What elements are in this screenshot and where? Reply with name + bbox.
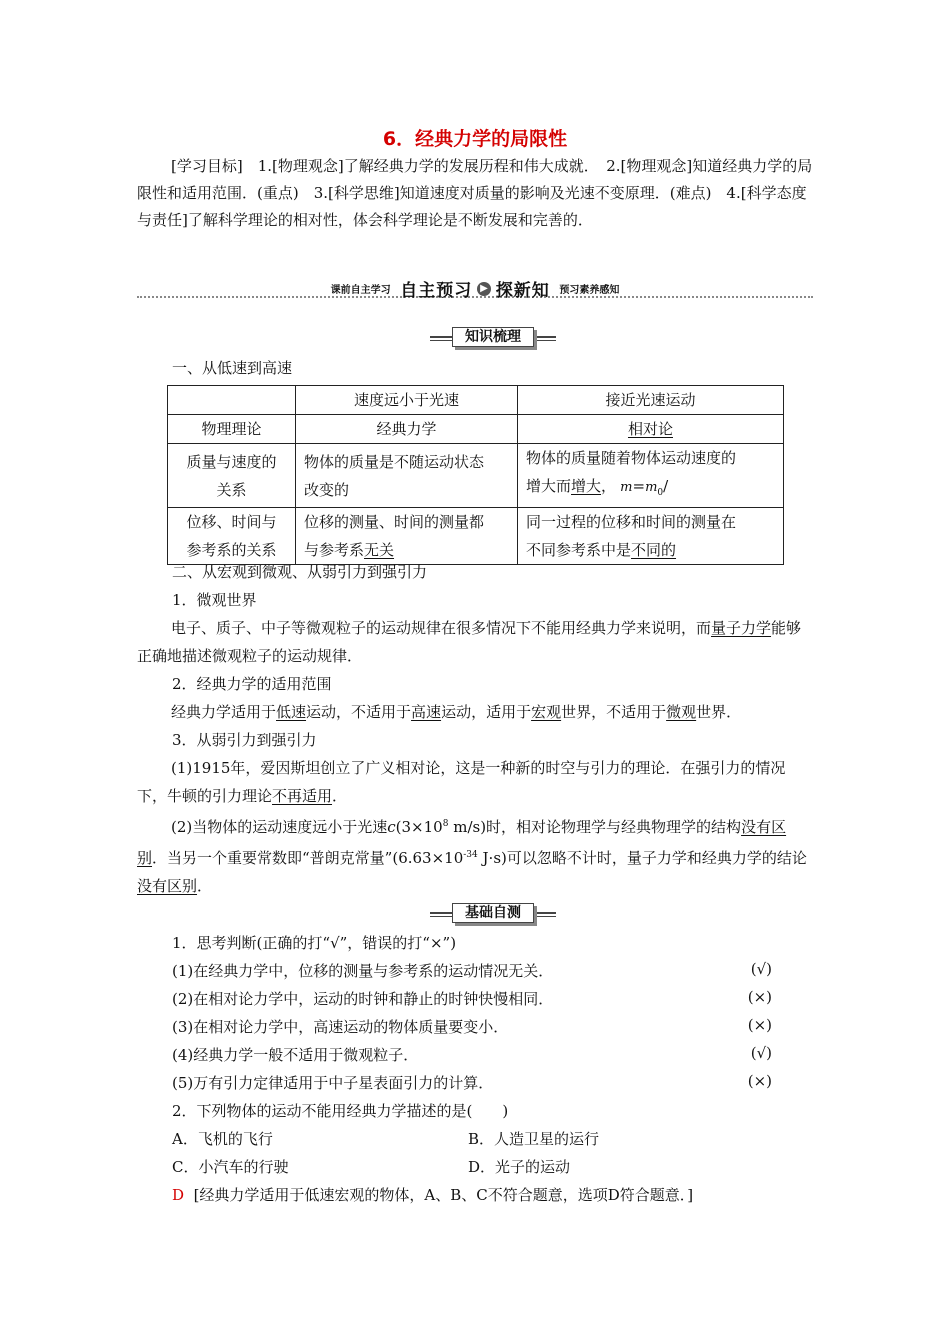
table-cell: 位移的测量、时间的测量都 与参考系无关 <box>296 508 518 565</box>
table-row <box>168 415 784 444</box>
table-cell: 质量与速度的 关系 <box>168 444 296 508</box>
table-cell: 同一过程的位移和时间的测量在 不同参考系中是不同的 <box>518 508 784 565</box>
judge-item: (5)万有引力定律适用于中子星表面引力的计算． (×) <box>172 1072 772 1092</box>
judge-item: (1)在经典力学中，位移的测量与参考系的运动情况无关． (√) <box>172 960 772 980</box>
table-cell: 物理理论 <box>168 415 296 444</box>
table-header: 速度远小于光速 <box>296 386 518 415</box>
table-cell: 位移、时间与 参考系的关系 <box>168 508 296 565</box>
paragraph-gravity-2: (2)当物体的运动速度远小于光速$c(3\times 10^8$ m/s)时，相对论物理学与经典物理学的结构没有区别．当另一个重要常数即“普朗克常量$”(6.63\times 10^{-34}$ J·s)可以忽略不计时，量子力学和经典力学的结论没有区别． <box>137 818 807 895</box>
section-heading-2: 二、从宏观到微观、从弱引力到强引力 <box>172 563 428 581</box>
answer-explanation: D [经典力学适用于低速宏观的物体，A、B、C不符合题意，选项D符合题意．] <box>172 1186 694 1204</box>
comparison-table <box>167 385 784 565</box>
judge-item: (3)在相对论力学中，高速运动的物体质量要变小． (×) <box>172 1016 772 1036</box>
table-row <box>168 444 784 508</box>
table-row <box>168 508 784 565</box>
table-cell: 相对论 <box>518 415 784 444</box>
answer-letter: D <box>172 1186 185 1204</box>
paragraph-scope: 经典力学适用于低速运动，不适用于高速运动，适用于宏观世界，不适用于微观世界． <box>171 703 742 721</box>
arrow-icon: ▶ <box>477 282 491 296</box>
paragraph-micro: 电子、质子、中子等微观粒子的运动规律在很多情况下不能用经典力学来说明，而量子力学能够正确地描述微观粒子的运动规律． <box>137 619 802 665</box>
option-c: C．小汽车的行驶 <box>172 1158 289 1176</box>
table-cell: 物体的质量是不随运动状态 改变的 <box>296 444 518 508</box>
subheading-micro: 1．微观世界 <box>172 591 257 609</box>
section-badge-knowledge: 知识梳理 <box>430 327 556 347</box>
banner-right-label: 预习素养感知 <box>559 285 620 296</box>
banner-main-1: 自主预习 <box>400 281 473 301</box>
page-title: 6．经典力学的局限性 <box>382 128 568 150</box>
table-cell: 经典力学 <box>296 415 518 444</box>
banner-left-label: 课前自主学习 <box>330 285 391 296</box>
question-1: 1．思考判断(正确的打“√”，错误的打“×”) <box>172 934 457 952</box>
table-row <box>168 386 784 415</box>
paragraph-gravity-1: (1)1915年，爱因斯坦创立了广义相对论，这是一种新的时空与引力的理论．在强引力的情况下，牛顿的引力理论不再适用． <box>137 759 786 805</box>
option-a: A．飞机的飞行 <box>172 1130 273 1148</box>
section-banner <box>137 276 813 301</box>
judge-item: (2)在相对论力学中，运动的时钟和静止的时钟快慢相同． (×) <box>172 988 772 1008</box>
option-b: B．人造卫星的运行 <box>468 1130 600 1148</box>
section-heading-1: 一、从低速到高速 <box>172 359 293 377</box>
judge-item: (4)经典力学一般不适用于微观粒子． (√) <box>172 1044 772 1064</box>
table-header: 接近光速运动 <box>518 386 784 415</box>
subheading-scope: 2．经典力学的适用范围 <box>172 675 332 693</box>
subheading-gravity: 3．从弱引力到强引力 <box>172 731 317 749</box>
question-2: 2．下列物体的运动不能用经典力学描述的是( ) <box>172 1102 509 1120</box>
table-cell: 物体的质量随着物体运动速度的 增大而增大， $m=m_0/$ <box>518 444 784 508</box>
option-d: D．光子的运动 <box>468 1158 571 1176</box>
banner-main-2: 探新知 <box>495 281 550 301</box>
learning-goals: [学习目标] 1.[物理观念]了解经典力学的发展历程和伟大成就． 2.[物理观念]知道经典力学的局限性和适用范围．(重点) 3.[科学思维]知道速度对质量的影响及光速不变原理．(难点) 4.[科学态度与责任]了解科学理论的相对性，体会科学理论是不断发展和完善的． <box>137 157 813 229</box>
section-badge-selftest: 基础自测 <box>430 903 556 923</box>
